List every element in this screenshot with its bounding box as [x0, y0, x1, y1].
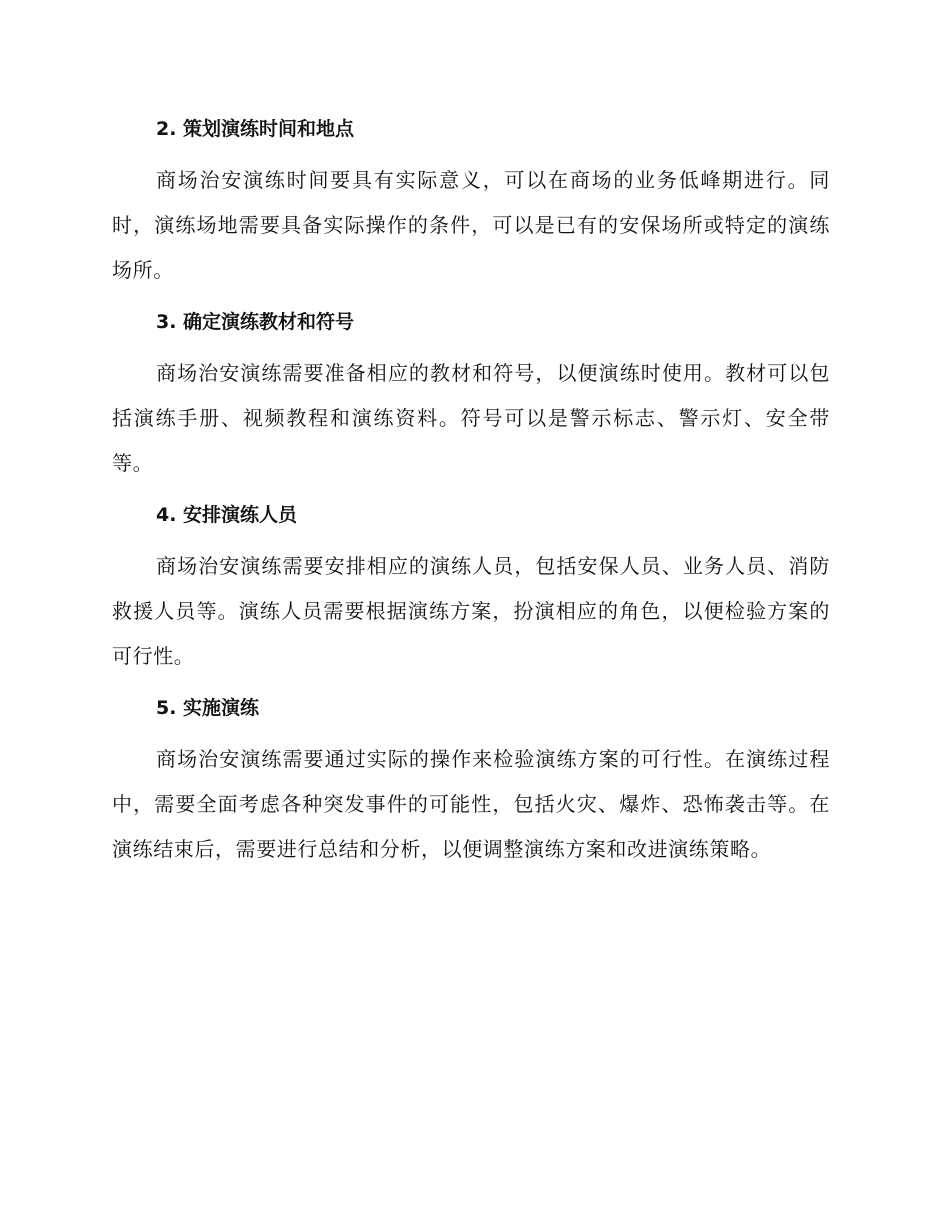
section-heading: 3. 确定演练教材和符号 [156, 311, 355, 333]
section-materials-symbols [112, 305, 830, 486]
section-paragraph: 商场治安演练需要通过实际的操作来检验演练方案的可行性。在演练过程中，需要全面考虑各种突发事件的可能性，包括火灾、爆炸、恐怖袭击等。在演练结束后，需要进行总结和分析，以便调整演练方案和改进演练策略。 [112, 747, 830, 861]
section-paragraph: 商场治安演练时间要具有实际意义，可以在商场的业务低峰期进行。同时，演练场地需要具备实际操作的条件，可以是已有的安保场所或特定的演练场所。 [112, 168, 830, 282]
section-heading: 2. 策划演练时间和地点 [156, 118, 355, 140]
section-heading: 4. 安排演练人员 [156, 504, 298, 526]
section-heading: 5. 实施演练 [156, 697, 260, 719]
section-planning-time-place [112, 112, 830, 293]
section-paragraph: 商场治安演练需要准备相应的教材和符号，以便演练时使用。教材可以包括演练手册、视频教程和演练资料。符号可以是警示标志、警示灯、安全带等。 [112, 361, 830, 475]
section-implementation [112, 691, 830, 872]
section-paragraph: 商场治安演练需要安排相应的演练人员，包括安保人员、业务人员、消防救援人员等。演练人员需要根据演练方案，扮演相应的角色，以便检验方案的可行性。 [112, 554, 830, 668]
section-personnel [112, 498, 830, 679]
document-content [112, 112, 830, 884]
